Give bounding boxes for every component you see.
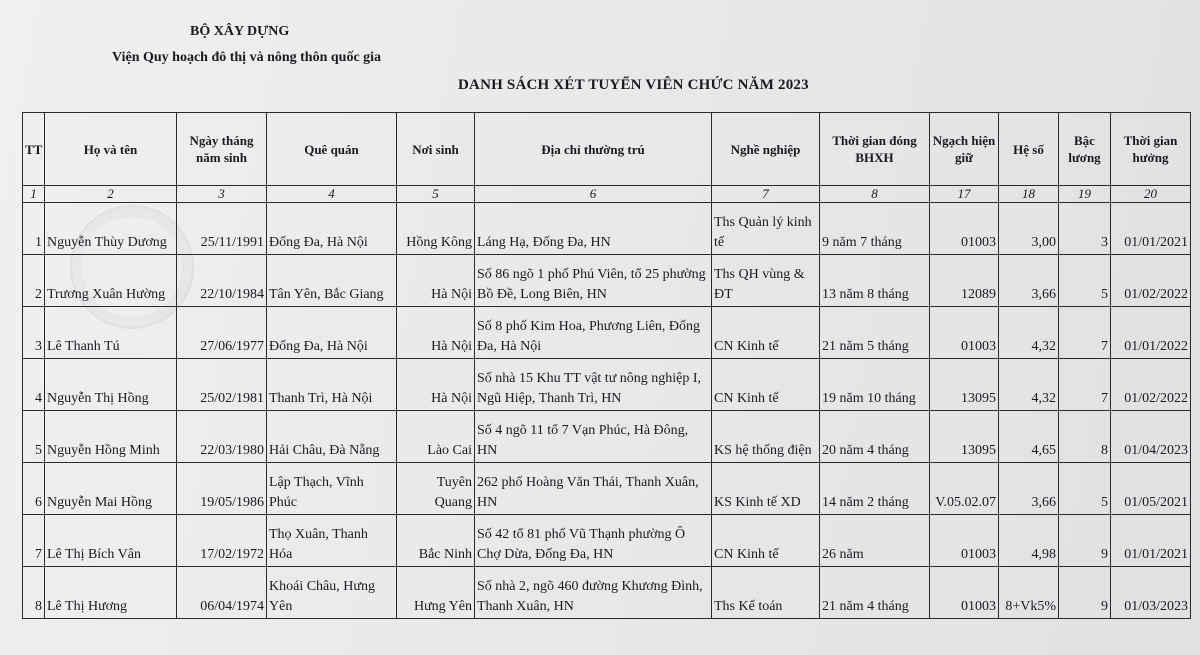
col-header-address: Địa chỉ thường trú — [475, 113, 712, 186]
cell-coef: 4,32 — [999, 359, 1059, 411]
cell-address: Số nhà 15 Khu TT vật tư nông nghiệp I, Ngũ Hiệp, Thanh Trì, HN — [475, 359, 712, 411]
cell-name: Lê Thanh Tú — [45, 307, 177, 359]
table-row — [23, 255, 1191, 307]
cell-since: 01/01/2022 — [1111, 307, 1191, 359]
candidate-table — [22, 112, 1191, 619]
table-row — [23, 307, 1191, 359]
cell-job: Ths Kế toán — [712, 567, 820, 619]
cell-name: Nguyễn Mai Hồng — [45, 463, 177, 515]
cell-dob: 22/10/1984 — [177, 255, 267, 307]
cell-insurance: 14 năm 2 tháng — [820, 463, 930, 515]
cell-tt: 8 — [23, 567, 45, 619]
cell-hometown: Hải Châu, Đà Nẵng — [267, 411, 397, 463]
cell-birthplace: Hà Nội — [397, 307, 475, 359]
cell-dob: 25/11/1991 — [177, 203, 267, 255]
cell-job: KS Kinh tế XD — [712, 463, 820, 515]
cell-address: Số 86 ngõ 1 phố Phú Viên, tổ 25 phường Bồ Đề, Long Biên, HN — [475, 255, 712, 307]
cell-grade: 9 — [1059, 567, 1111, 619]
col-header-coef: Hệ số — [999, 113, 1059, 186]
cell-grade: 3 — [1059, 203, 1111, 255]
index-cell: 7 — [712, 186, 820, 203]
cell-hometown: Tân Yên, Bắc Giang — [267, 255, 397, 307]
index-cell: 20 — [1111, 186, 1191, 203]
cell-job: KS hệ thống điện — [712, 411, 820, 463]
cell-address: 262 phố Hoàng Văn Thái, Thanh Xuân, HN — [475, 463, 712, 515]
cell-tt: 4 — [23, 359, 45, 411]
cell-since: 01/01/2021 — [1111, 203, 1191, 255]
cell-dob: 17/02/1972 — [177, 515, 267, 567]
cell-dob: 06/04/1974 — [177, 567, 267, 619]
table-row — [23, 359, 1191, 411]
cell-address: Số nhà 2, ngõ 460 đường Khương Đình, Thanh Xuân, HN — [475, 567, 712, 619]
cell-dob: 25/02/1981 — [177, 359, 267, 411]
cell-rank: 01003 — [930, 515, 999, 567]
cell-address: Số 42 tổ 81 phố Vũ Thạnh phường Ô Chợ Dừa, Đống Đa, HN — [475, 515, 712, 567]
cell-since: 01/02/2022 — [1111, 255, 1191, 307]
cell-birthplace: Lào Cai — [397, 411, 475, 463]
cell-dob: 22/03/1980 — [177, 411, 267, 463]
cell-name: Lê Thị Bích Vân — [45, 515, 177, 567]
cell-birthplace: Hồng Kông — [397, 203, 475, 255]
cell-insurance: 20 năm 4 tháng — [820, 411, 930, 463]
cell-tt: 2 — [23, 255, 45, 307]
cell-address: Láng Hạ, Đống Đa, HN — [475, 203, 712, 255]
index-cell: 19 — [1059, 186, 1111, 203]
cell-insurance: 21 năm 4 tháng — [820, 567, 930, 619]
cell-insurance: 21 năm 5 tháng — [820, 307, 930, 359]
cell-since: 01/05/2021 — [1111, 463, 1191, 515]
cell-tt: 5 — [23, 411, 45, 463]
cell-address: Số 8 phố Kim Hoa, Phương Liên, Đống Đa, Hà Nội — [475, 307, 712, 359]
table-row — [23, 515, 1191, 567]
cell-coef: 4,98 — [999, 515, 1059, 567]
cell-since: 01/01/2021 — [1111, 515, 1191, 567]
col-header-rank: Ngạch hiện giữ — [930, 113, 999, 186]
col-header-tt: TT — [23, 113, 45, 186]
cell-rank: 13095 — [930, 359, 999, 411]
cell-coef: 8+Vk5% — [999, 567, 1059, 619]
cell-hometown: Lập Thạch, Vĩnh Phúc — [267, 463, 397, 515]
col-header-birthplace: Nơi sinh — [397, 113, 475, 186]
index-cell: 5 — [397, 186, 475, 203]
cell-name: Nguyễn Hồng Minh — [45, 411, 177, 463]
table-row — [23, 567, 1191, 619]
index-cell: 6 — [475, 186, 712, 203]
cell-insurance: 26 năm — [820, 515, 930, 567]
cell-job: Ths QH vùng & ĐT — [712, 255, 820, 307]
cell-coef: 4,65 — [999, 411, 1059, 463]
cell-birthplace: Hưng Yên — [397, 567, 475, 619]
col-header-hometown: Quê quán — [267, 113, 397, 186]
ministry-name: BỘ XÂY DỰNG — [190, 24, 290, 39]
cell-job: CN Kinh tế — [712, 307, 820, 359]
cell-grade: 5 — [1059, 463, 1111, 515]
cell-job: Ths Quản lý kinh tế — [712, 203, 820, 255]
cell-grade: 7 — [1059, 359, 1111, 411]
institute-name: Viện Quy hoạch đô thị và nông thôn quốc gia — [112, 50, 382, 65]
cell-insurance: 13 năm 8 tháng — [820, 255, 930, 307]
cell-birthplace: Tuyên Quang — [397, 463, 475, 515]
cell-grade: 9 — [1059, 515, 1111, 567]
cell-rank: 01003 — [930, 567, 999, 619]
cell-dob: 19/05/1986 — [177, 463, 267, 515]
cell-birthplace: Hà Nội — [397, 359, 475, 411]
index-cell: 17 — [930, 186, 999, 203]
index-cell: 4 — [267, 186, 397, 203]
cell-grade: 5 — [1059, 255, 1111, 307]
cell-tt: 1 — [23, 203, 45, 255]
cell-coef: 3,66 — [999, 463, 1059, 515]
cell-hometown: Đống Đa, Hà Nội — [267, 307, 397, 359]
index-cell: 8 — [820, 186, 930, 203]
cell-tt: 6 — [23, 463, 45, 515]
cell-grade: 8 — [1059, 411, 1111, 463]
cell-name: Nguyễn Thị Hồng — [45, 359, 177, 411]
index-cell: 1 — [23, 186, 45, 203]
cell-hometown: Đống Đa, Hà Nội — [267, 203, 397, 255]
col-header-name: Họ và tên — [45, 113, 177, 186]
column-index-row — [23, 186, 1191, 203]
cell-hometown: Thanh Trì, Hà Nội — [267, 359, 397, 411]
col-header-grade: Bậc lương — [1059, 113, 1111, 186]
document-title: DANH SÁCH XÉT TUYỂN VIÊN CHỨC NĂM 2023 — [458, 77, 809, 93]
cell-name: Lê Thị Hương — [45, 567, 177, 619]
cell-since: 01/04/2023 — [1111, 411, 1191, 463]
cell-coef: 4,32 — [999, 307, 1059, 359]
cell-coef: 3,66 — [999, 255, 1059, 307]
index-cell: 18 — [999, 186, 1059, 203]
table-header-row — [23, 113, 1191, 186]
col-header-dob: Ngày tháng năm sinh — [177, 113, 267, 186]
col-header-job: Nghề nghiệp — [712, 113, 820, 186]
cell-insurance: 19 năm 10 tháng — [820, 359, 930, 411]
cell-birthplace: Hà Nội — [397, 255, 475, 307]
cell-hometown: Thọ Xuân, Thanh Hóa — [267, 515, 397, 567]
cell-grade: 7 — [1059, 307, 1111, 359]
cell-name: Nguyễn Thùy Dương — [45, 203, 177, 255]
cell-insurance: 9 năm 7 tháng — [820, 203, 930, 255]
cell-tt: 3 — [23, 307, 45, 359]
cell-address: Số 4 ngõ 11 tổ 7 Vạn Phúc, Hà Đông, HN — [475, 411, 712, 463]
cell-hometown: Khoái Châu, Hưng Yên — [267, 567, 397, 619]
cell-birthplace: Bắc Ninh — [397, 515, 475, 567]
cell-dob: 27/06/1977 — [177, 307, 267, 359]
cell-rank: 12089 — [930, 255, 999, 307]
table-row — [23, 463, 1191, 515]
cell-tt: 7 — [23, 515, 45, 567]
table-row — [23, 411, 1191, 463]
index-cell: 2 — [45, 186, 177, 203]
cell-rank: V.05.02.07 — [930, 463, 999, 515]
cell-since: 01/03/2023 — [1111, 567, 1191, 619]
cell-job: CN Kinh tế — [712, 515, 820, 567]
cell-since: 01/02/2022 — [1111, 359, 1191, 411]
col-header-insurance: Thời gian đóng BHXH — [820, 113, 930, 186]
cell-rank: 13095 — [930, 411, 999, 463]
cell-rank: 01003 — [930, 307, 999, 359]
cell-rank: 01003 — [930, 203, 999, 255]
index-cell: 3 — [177, 186, 267, 203]
cell-name: Trương Xuân Hường — [45, 255, 177, 307]
col-header-since: Thời gian hưởng — [1111, 113, 1191, 186]
table-row — [23, 203, 1191, 255]
cell-job: CN Kinh tế — [712, 359, 820, 411]
cell-coef: 3,00 — [999, 203, 1059, 255]
